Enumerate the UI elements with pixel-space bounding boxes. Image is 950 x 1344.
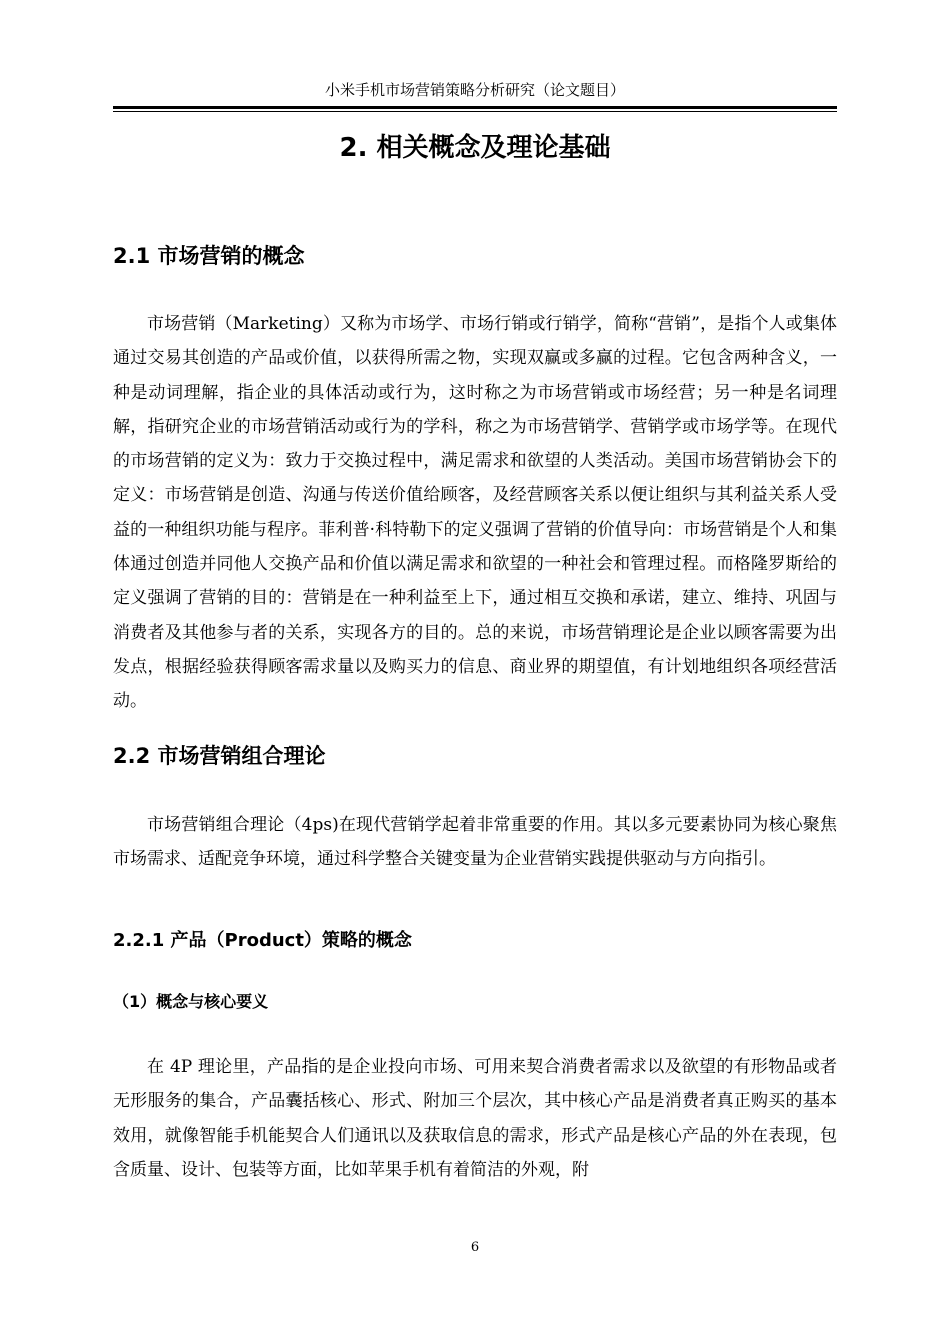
section-heading-2-1: 2.1 市场营销的概念 — [113, 244, 305, 268]
paragraph-marketing-concept: 市场营销（Marketing）又称为市场学、市场行销或行销学，简称“营销”，是指个人或集体通过交易其创造的产品或价值，以获得所需之物，实现双赢或多赢的过程。它包含两种含义，一种是动词理解，指企业的具体活动或行为，这时称之为市场营销或市场经营；另一种是名词理解，指研究企业的市场营销活动或行为的学科，称之为市场营销学、营销学或市场学等。在现代的市场营销的定义为：致力于交换过程中，满足需求和欲望的人类活动。美国市场营销协会下的定义：市场营销是创造、沟通与传送价值给顾客，及经营顾客关系以便让组织与其利益关系人受益的一种组织功能与程序。菲利普·科特勒下的定义强调了营销的价值导向：市场营销是个人和集体通过创造并同他人交换产品和价值以满足需求和欲望的一种社会和管理过程。而格隆罗斯给的定义强调了营销的目的：营销是在一种利益至上下，通过相互交换和承诺，建立、维持、巩固与消费者及其他参与者的关系，实现各方的目的。总的来说，市场营销理论是企业以顾客需要为出发点，根据经验获得顾客需求量以及购买力的信息、商业界的期望值，有计划地组织各项经营活动。 — [113, 314, 837, 712]
running-header: 小米手机市场营销策略分析研究（论文题目） — [324, 81, 625, 99]
header-rule-thin — [113, 111, 837, 112]
header-rule-thick — [113, 106, 837, 109]
section-heading-2-2: 2.2 市场营销组合理论 — [113, 744, 326, 768]
paragraph-marketing-mix: 市场营销组合理论（4ps)在现代营销学起着非常重要的作用。其以多元要素协同为核心聚焦市场需求、适配竞争环境，通过科学整合关键变量为企业营销实践提供驱动与方向指引。 — [113, 815, 837, 870]
sub-heading-concept-core: （1）概念与核心要义 — [113, 992, 269, 1011]
paragraph-product-strategy: 在 4P 理论里，产品指的是企业投向市场、可用来契合消费者需求以及欲望的有形物品或者无形服务的集合，产品囊括核心、形式、附加三个层次，其中核心产品是消费者真正购买的基本效用，就像智能手机能契合人们通讯以及获取信息的需求，形式产品是核心产品的外在表现，包含质量、设计、包装等方面，比如苹果手机有着简洁的外观，附 — [113, 1057, 837, 1180]
chapter-title: 2. 相关概念及理论基础 — [339, 133, 611, 163]
page-number: 6 — [470, 1240, 480, 1255]
section-heading-2-2-1: 2.2.1 产品（Product）策略的概念 — [113, 930, 412, 951]
